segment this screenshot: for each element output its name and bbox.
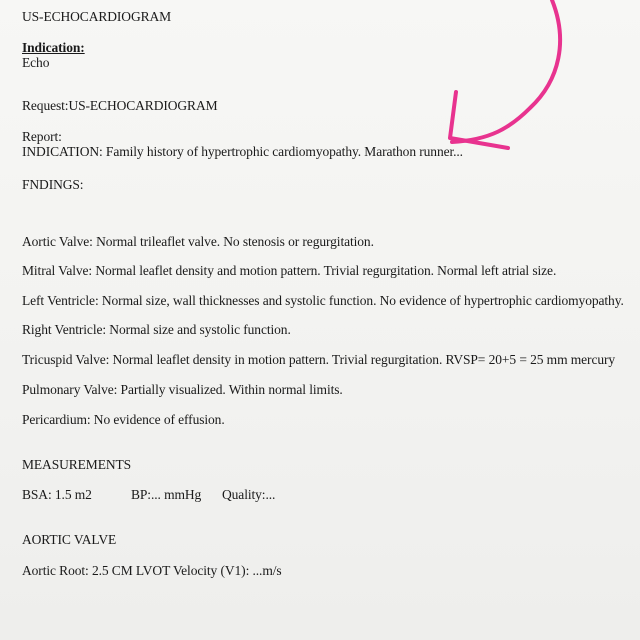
request-line: Request:US-ECHOCARDIOGRAM bbox=[22, 98, 218, 113]
annotation-arrow-head bbox=[450, 92, 508, 148]
finding-left-ventricle: Left Ventricle: Normal size, wall thicknesses and systolic function. No evidence of hypertrophic cardiomyopathy. bbox=[22, 293, 624, 308]
indication-value: Echo bbox=[22, 55, 50, 70]
measurements-heading: MEASUREMENTS bbox=[22, 457, 132, 472]
indication-label: Indication: bbox=[22, 40, 85, 55]
finding-pericardium: Pericardium: No evidence of effusion. bbox=[22, 412, 225, 427]
report-indication-line: INDICATION: Family history of hypertrophic cardiomyopathy. Marathon runner... bbox=[22, 144, 463, 159]
document-title: US-ECHOCARDIOGRAM bbox=[22, 9, 172, 24]
report-label: Report: bbox=[22, 129, 62, 144]
aortic-valve-heading: AORTIC VALVE bbox=[22, 532, 117, 547]
measurement-quality: Quality:... bbox=[222, 487, 276, 502]
aortic-root-line: Aortic Root: 2.5 CM LVOT Velocity (V1): ...m/s bbox=[22, 563, 282, 578]
finding-aortic-valve: Aortic Valve: Normal trileaflet valve. No stenosis or regurgitation. bbox=[22, 234, 374, 249]
finding-right-ventricle: Right Ventricle: Normal size and systolic function. bbox=[22, 322, 291, 337]
measurement-bsa: BSA: 1.5 m2 bbox=[22, 487, 92, 502]
finding-mitral-valve: Mitral Valve: Normal leaflet density and motion pattern. Trivial regurgitation. Normal left atrial size. bbox=[22, 263, 557, 278]
annotation-arrow-curve bbox=[452, 0, 560, 142]
measurement-bp: BP:... mmHg bbox=[131, 487, 202, 502]
finding-tricuspid-valve: Tricuspid Valve: Normal leaflet density in motion pattern. Trivial regurgitation. RVSP= 20+5 = 25 mm mercury bbox=[22, 352, 616, 367]
finding-pulmonary-valve: Pulmonary Valve: Partially visualized. Within normal limits. bbox=[22, 382, 343, 397]
findings-heading: FNDINGS: bbox=[22, 177, 84, 192]
